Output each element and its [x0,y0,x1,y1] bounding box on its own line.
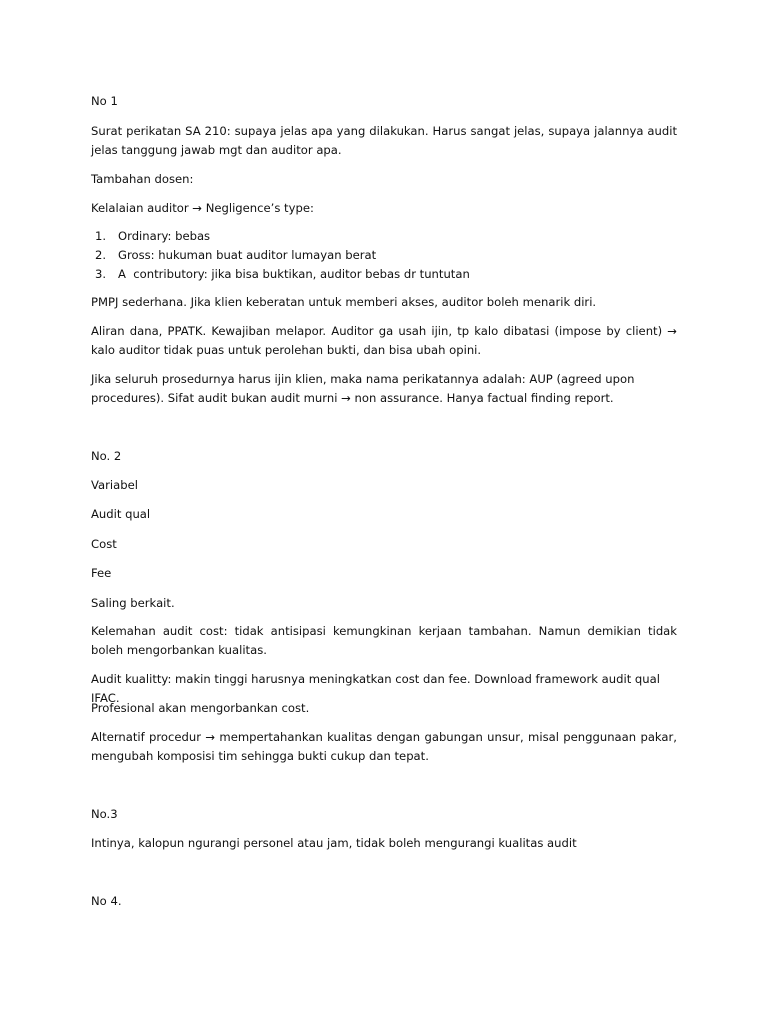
paragraph-pmpj: PMPJ sederhana. Jika klien keberatan untuk memberi akses, auditor boleh menarik diri. [91,295,597,309]
list-item [91,265,677,284]
list-item [91,227,677,246]
paragraph-saling-berkait: Saling berkait. [91,596,175,610]
paragraph-surat-perikatan: Surat perikatan SA 210: supaya jelas apa yang dilakukan. Harus sangat jelas, supaya jalannya audit jelas tanggung jawab mgt dan auditor apa. [91,124,677,157]
paragraph-intinya: Intinya, kalopun ngurangi personel atau jam, tidak boleh mengurangi kualitas audit [91,836,577,850]
paragraph-audit-qual: Audit qual [91,507,151,521]
section-heading-no2: No. 2 [91,449,122,463]
paragraph-aliran-dana: Aliran dana, PPATK. Kewajiban melapor. Auditor ga usah ijin, tp kalo dibatasi (impose by client) → kalo auditor tidak puas untuk perolehan bukti, dan bisa ubah opini. [91,324,677,357]
paragraph-profesional: Profesional akan mengorbankan cost. [91,701,310,715]
list-item-text: Ordinary: bebas [118,229,211,243]
paragraph-cost: Cost [91,537,117,551]
section-heading-no3: No.3 [91,807,118,821]
paragraph-tambahan-dosen: Tambahan dosen: [91,172,194,186]
list-item-number: 2. [95,248,107,262]
paragraph-kelemahan-audit-cost: Kelemahan audit cost: tidak antisipasi kemungkinan kerjaan tambahan. Namun demikian tidak boleh mengorbankan kualitas. [91,624,677,657]
list-item-number: 1. [95,229,107,243]
paragraph-kelalaian-auditor: Kelalaian auditor → Negligence’s type: [91,201,314,215]
section-heading-no1: No 1 [91,94,118,108]
list-item-text: A contributory: jika bisa buktikan, auditor bebas dr tuntutan [118,267,470,281]
paragraph-variabel: Variabel [91,478,138,492]
paragraph-aup: Jika seluruh prosedurnya harus ijin klien, maka nama perikatannya adalah: AUP (agreed upon procedures). Sifat audit bukan audit murni → non assurance. Hanya factual finding report. [91,372,635,405]
list-item-number: 3. [95,267,107,281]
paragraph-alternatif-procedur: Alternatif procedur → mempertahankan kualitas dengan gabungan unsur, misal penggunaan pakar, mengubah komposisi tim sehingga bukti cukup dan tepat. [91,730,677,763]
paragraph-audit-kualitty: Audit kualitty: makin tinggi harusnya meningkatkan cost dan fee. Download framework audit qual IFAC. [91,672,660,705]
paragraph-fee: Fee [91,566,112,580]
list-item [91,246,677,265]
list-item-text: Gross: hukuman buat auditor lumayan berat [118,248,377,262]
section-heading-no4: No 4. [91,894,122,908]
negligence-type-list [91,227,677,284]
